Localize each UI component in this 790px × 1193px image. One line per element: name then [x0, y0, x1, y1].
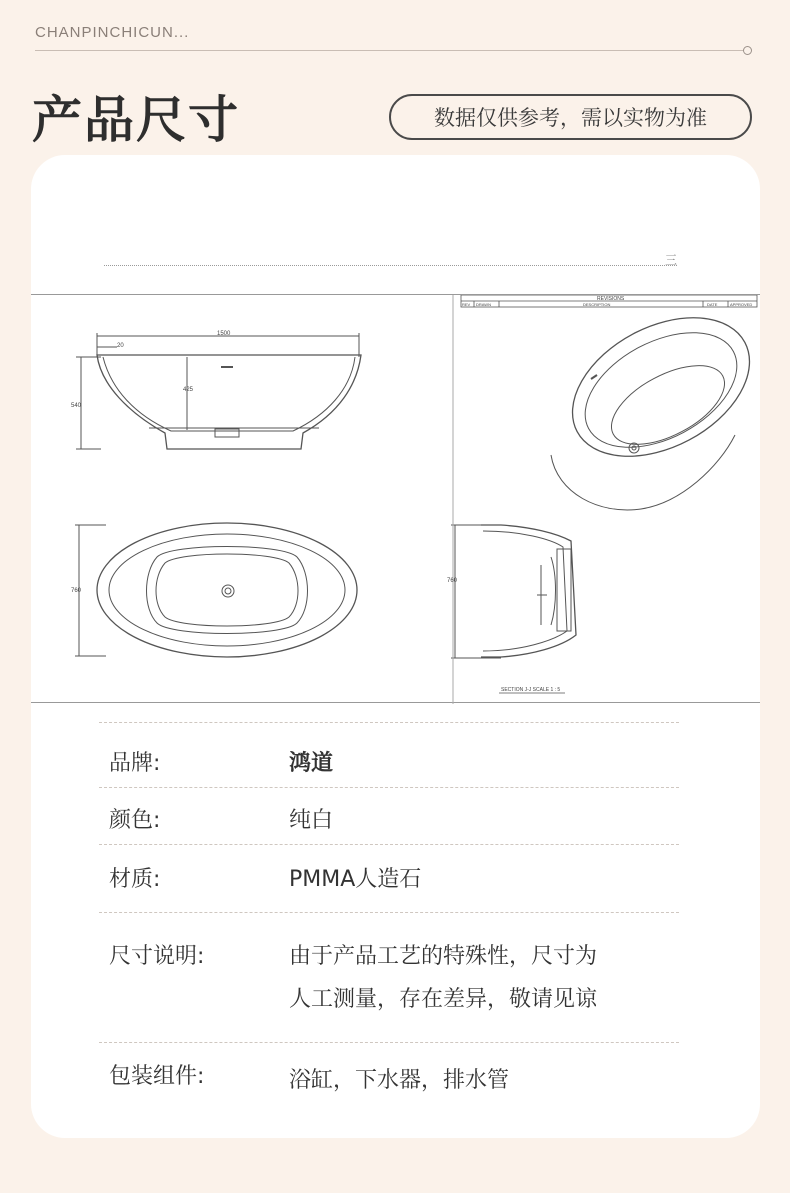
spec-label: 颜色: [109, 808, 161, 833]
spec-value: 纯白 [289, 808, 334, 833]
disclaimer-badge [389, 94, 752, 140]
spec-value: 鸿道 [289, 751, 334, 776]
spec-row-size-note [99, 913, 679, 1043]
section-label: SECTION J-J SCALE 1 : 5 [501, 687, 561, 693]
section-view [451, 525, 576, 658]
title-block-rev: REV [462, 302, 471, 307]
disclaimer-text: 数据仅供参考，需以实物为准 [434, 106, 707, 130]
dotted-divider [104, 265, 677, 266]
dim-depth-label: 425 [183, 387, 194, 393]
plan-view [75, 523, 357, 657]
title-block-date: DATE [707, 302, 718, 307]
spec-value: PMMA人造石 [289, 867, 422, 892]
spec-label: 尺寸说明: [109, 944, 205, 969]
dim-rim-label: 20 [117, 343, 124, 349]
brand-text: CHANPINCHICUN... [35, 24, 190, 41]
spec-value: 浴缸，下水器，排水管 [289, 1068, 510, 1093]
title-block-drawn: DRAWN [476, 302, 491, 307]
dim-length-label: 1500 [217, 331, 231, 337]
title-block-desc: DESCRIPTION [583, 302, 611, 307]
dim-side-width-label: 760 [447, 578, 458, 584]
isometric-view [549, 295, 760, 510]
spec-row-package [99, 1043, 679, 1118]
product-card [31, 155, 760, 1138]
spec-label: 包装组件: [109, 1064, 205, 1089]
technical-drawing-svg [31, 295, 760, 704]
technical-drawing [31, 294, 760, 703]
header-rule [35, 50, 747, 51]
spec-label: 品牌: [109, 751, 161, 776]
title-block-approved: APPROVED [730, 302, 753, 307]
spec-row-color [99, 788, 679, 845]
spec-value-line1: 由于产品工艺的特殊性，尺寸为 [289, 944, 598, 969]
spec-value-line2: 人工测量，存在差异，敬请见谅 [289, 987, 598, 1012]
spec-row-material [99, 845, 679, 913]
dim-width-label: 760 [71, 588, 82, 594]
header-rule-dot [743, 46, 752, 55]
title-block-top: REVISIONS [597, 296, 625, 302]
spec-row-brand [99, 722, 679, 788]
spec-label: 材质: [109, 867, 161, 892]
page-title: 产品尺寸 [32, 91, 240, 149]
menu-icon: 三 [665, 253, 678, 267]
front-elevation [76, 333, 361, 449]
dim-height-label: 540 [71, 403, 82, 409]
spec-table [99, 722, 679, 1118]
